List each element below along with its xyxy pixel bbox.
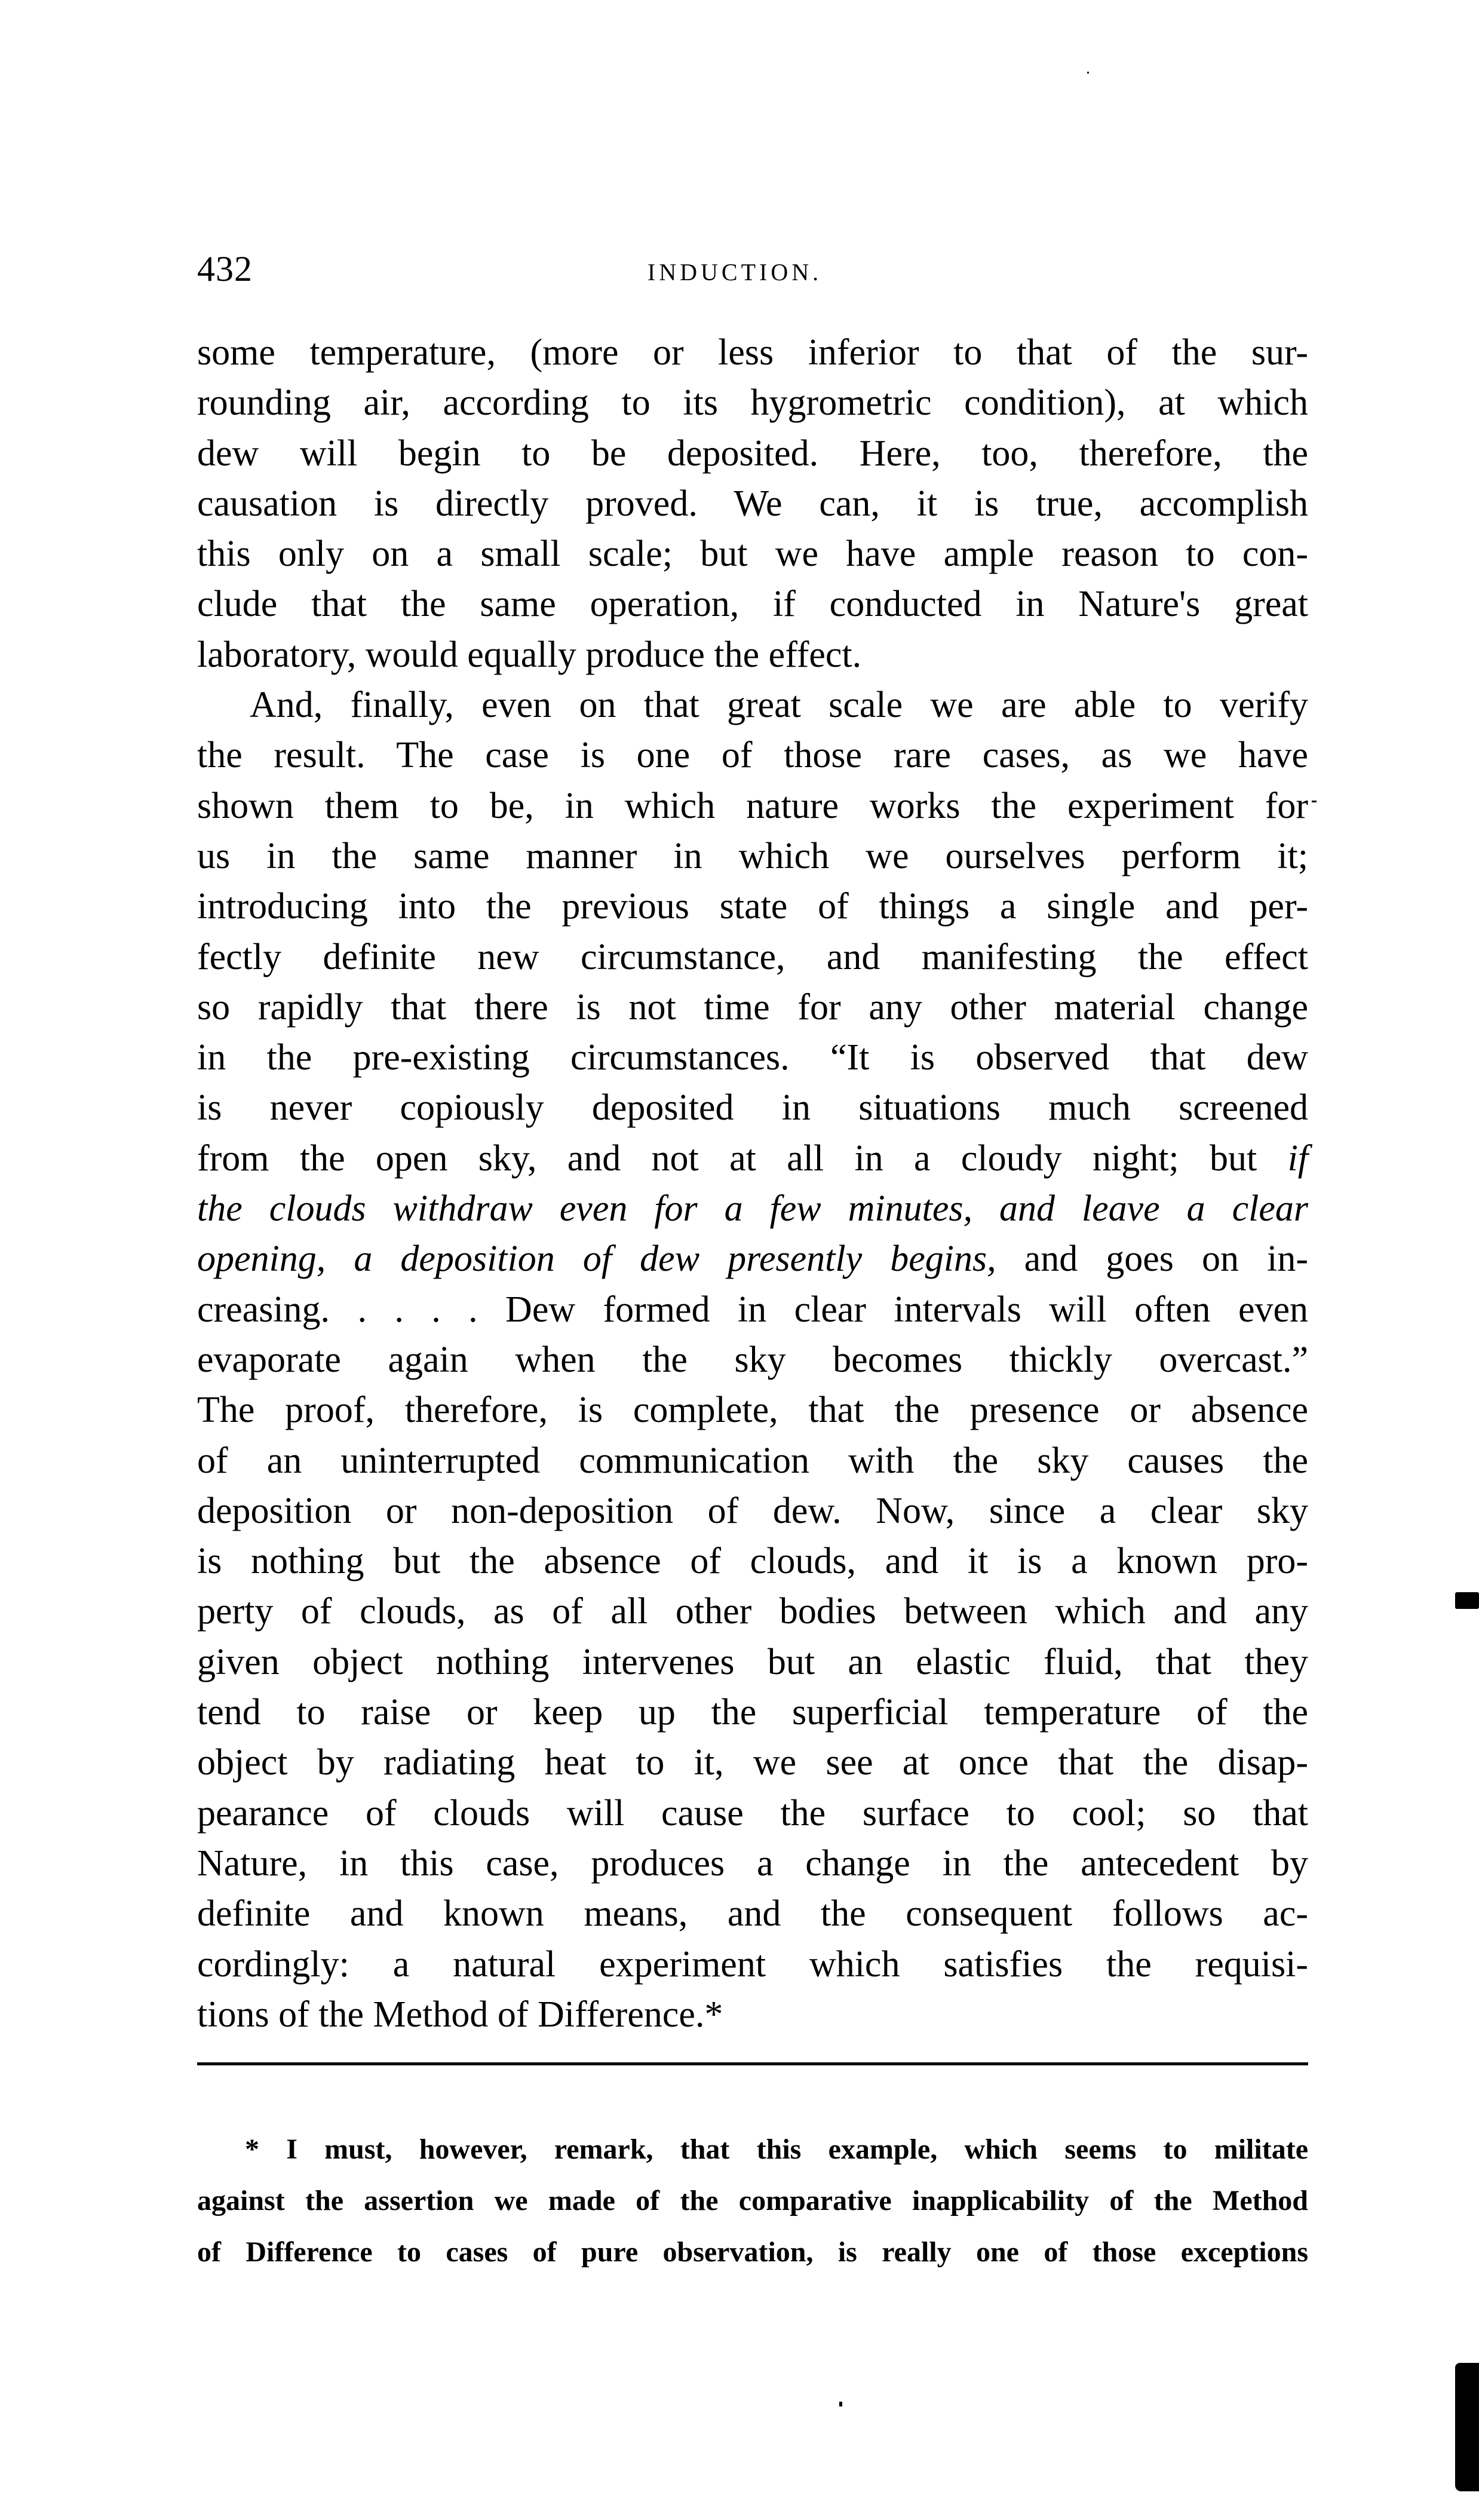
body-text xyxy=(197,327,1308,2040)
text-line: in the pre-existing circumstances. “It is observed that dew xyxy=(197,1037,1308,1078)
text-line: Nature, in this case, produces a change in the antecedent by xyxy=(197,1843,1308,1884)
footnote-divider xyxy=(197,2062,1308,2065)
text-line: pearance of clouds will cause the surface to cool; so that xyxy=(197,1792,1308,1834)
text-line: deposition or non-deposition of dew. Now, since a clear sky xyxy=(197,1490,1308,1531)
text-line: object by radiating heat to it, we see at once that the disap- xyxy=(197,1742,1308,1783)
text-line: is never copiously deposited in situations much screened xyxy=(197,1087,1308,1129)
text-line: this only on a small scale; but we have ample reason to con- xyxy=(197,534,1308,575)
footnote xyxy=(197,2124,1308,2278)
text-line xyxy=(197,1133,1308,1184)
italic-segment: the clouds withdraw even for a few minutes, and leave a clear xyxy=(197,1188,1308,1230)
text-line: tend to raise or keep up the superficial temperature of the xyxy=(197,1692,1308,1733)
text-line: creasing. . . . . Dew formed in clear intervals will often even xyxy=(197,1289,1308,1330)
text-line: introducing into the previous state of things a single and per- xyxy=(197,886,1308,927)
text-line: causation is directly proved. We can, it is true, accomplish xyxy=(197,483,1308,524)
text-line: evaporate again when the sky becomes thickly overcast.” xyxy=(197,1339,1308,1380)
text-line: dew will begin to be deposited. Here, too, therefore, the xyxy=(197,433,1308,474)
text-line: laboratory, would equally produce the effect. xyxy=(197,634,862,675)
text-segment: from the open sky, and not at all in a cloudy night; but xyxy=(197,1138,1257,1179)
text-line: clude that the same operation, if conducted in Nature's great xyxy=(197,584,1308,625)
text-line: rounding air, according to its hygrometric condition), at which xyxy=(197,382,1308,424)
text-line: of an uninterrupted communication with the sky causes the xyxy=(197,1440,1308,1481)
text-segment: and goes on in- xyxy=(996,1238,1308,1280)
text-line: perty of clouds, as of all other bodies between which and any xyxy=(197,1591,1308,1632)
running-head: INDUCTION. xyxy=(647,259,823,286)
text-line: cordingly: a natural experiment which satisfies the requisi- xyxy=(197,1943,1308,1985)
scan-speck xyxy=(839,2402,842,2406)
text-line xyxy=(197,1234,1308,1284)
italic-line xyxy=(197,1184,1308,1234)
text-line: us in the same manner in which we ourselves perform it; xyxy=(197,835,1308,876)
footnote-line: * I must, however, remark, that this example, which seems to militate xyxy=(245,2133,1308,2165)
text-line: tions of the Method of Difference.* xyxy=(197,1994,723,2035)
text-line: fectly definite new circumstance, and manifesting the effect xyxy=(197,936,1308,977)
footnote-line: against the assertion we made of the comparative inapplicability of the Method xyxy=(197,2185,1308,2217)
text-line: is nothing but the absence of clouds, and it is a known pro- xyxy=(197,1541,1308,1582)
text-line: the result. The case is one of those rare cases, as we have xyxy=(197,735,1308,776)
italic-segment: opening, a deposition of dew presently begins, xyxy=(197,1238,996,1280)
page-number: 432 xyxy=(197,249,253,289)
italic-segment: if xyxy=(1287,1138,1309,1179)
paragraph-start-line: And, finally, even on that great scale we are able to verify xyxy=(250,685,1308,726)
text-line: so rapidly that there is not time for any other material change xyxy=(197,986,1308,1028)
scan-edge-mark xyxy=(1455,1592,1479,1609)
text-line: The proof, therefore, is complete, that the presence or absence xyxy=(197,1390,1308,1431)
text-line: shown them to be, in which nature works the experiment for xyxy=(197,785,1308,826)
text-line: definite and known means, and the consequent follows ac- xyxy=(197,1893,1308,1935)
scan-speck xyxy=(1312,801,1317,802)
scan-speck xyxy=(1087,72,1089,73)
text-line: some temperature, (more or less inferior to that of the sur- xyxy=(197,332,1308,373)
lower-scan-edge-block xyxy=(1455,2363,1479,2491)
footnote-line: of Difference to cases of pure observation, is really one of those exceptions xyxy=(197,2236,1308,2268)
text-line: given object nothing intervenes but an elastic fluid, that they xyxy=(197,1641,1308,1682)
page-header xyxy=(197,245,1308,293)
